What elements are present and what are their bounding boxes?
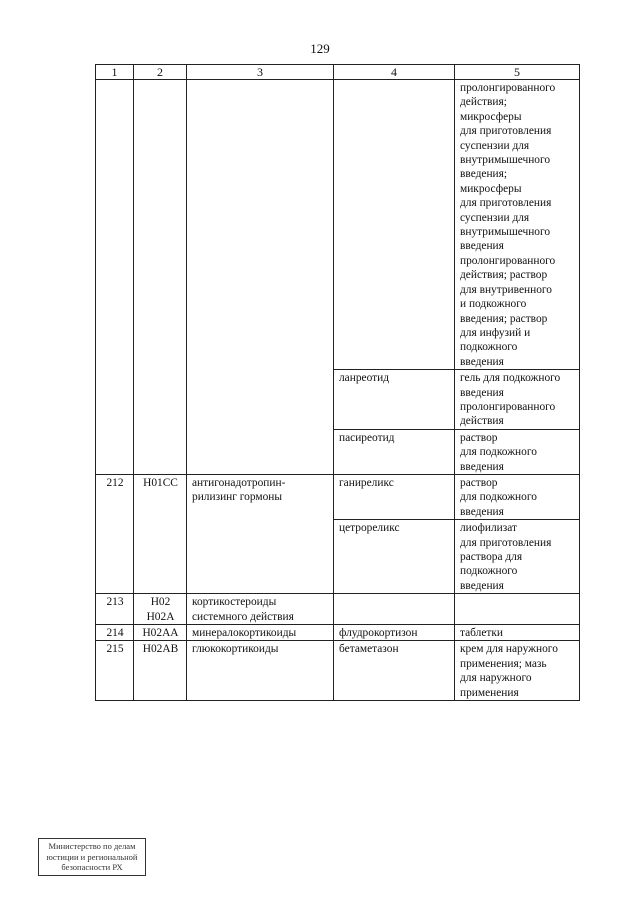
- table-header-row: [96, 65, 580, 80]
- row-number-cell: 213: [96, 594, 134, 625]
- column-header: 1: [96, 65, 134, 80]
- table-row: [96, 80, 580, 370]
- row-number-cell: 215: [96, 641, 134, 701]
- drug-name-cell: ланреотид: [334, 370, 455, 430]
- row-number-cell: [96, 80, 134, 475]
- column-header: 4: [334, 65, 455, 80]
- atc-group-cell: глюкокортикоиды: [187, 641, 334, 701]
- table-row: [96, 641, 580, 701]
- drug-name-cell: цетрореликс: [334, 520, 455, 594]
- atc-group-cell: кортикостероиды системного действия: [187, 594, 334, 625]
- dosage-form-cell: гель для подкожного введения пролонгированного действия: [455, 370, 580, 430]
- atc-group-cell: минералокортикоиды: [187, 625, 334, 641]
- dosage-form-cell: крем для наружного применения; мазь для наружного применения: [455, 641, 580, 701]
- table-row: [96, 594, 580, 625]
- atc-code-cell: H01CC: [134, 474, 187, 593]
- drug-name-cell: пасиреотид: [334, 429, 455, 474]
- dosage-form-cell: раствор для подкожного введения: [455, 429, 580, 474]
- row-number-cell: 214: [96, 625, 134, 641]
- atc-code-cell: H02AB: [134, 641, 187, 701]
- drug-name-cell: [334, 594, 455, 625]
- row-number-cell: 212: [96, 474, 134, 593]
- drug-table: [95, 64, 580, 701]
- drug-name-cell: [334, 80, 455, 370]
- atc-code-cell: [134, 80, 187, 475]
- dosage-form-cell: [455, 594, 580, 625]
- drug-name-cell: флудрокортизон: [334, 625, 455, 641]
- dosage-form-cell: таблетки: [455, 625, 580, 641]
- atc-group-cell: антигонадотропин- рилизинг гормоны: [187, 474, 334, 593]
- table-row: [96, 625, 580, 641]
- atc-code-cell: H02 H02A: [134, 594, 187, 625]
- drug-name-cell: ганиреликс: [334, 474, 455, 519]
- dosage-form-cell: пролонгированного действия; микросферы для приготовления суспензии для внутримышечного введения; микросферы для приготовления суспензии для внутримышечного введения пролонгированного действия; раствор для внутривенного и подкожного введения; раствор для инфузий и подкожного введения: [455, 80, 580, 370]
- drug-name-cell: бетаметазон: [334, 641, 455, 701]
- column-header: 3: [187, 65, 334, 80]
- registration-stamp: Министерство по делам юстиции и региональной безопасности РХ: [38, 838, 146, 876]
- column-header: 2: [134, 65, 187, 80]
- atc-group-cell: [187, 80, 334, 475]
- table-row: [96, 474, 580, 519]
- column-header: 5: [455, 65, 580, 80]
- atc-code-cell: H02AA: [134, 625, 187, 641]
- page-number: 129: [310, 41, 330, 56]
- dosage-form-cell: лиофилизат для приготовления раствора для подкожного введения: [455, 520, 580, 594]
- dosage-form-cell: раствор для подкожного введения: [455, 474, 580, 519]
